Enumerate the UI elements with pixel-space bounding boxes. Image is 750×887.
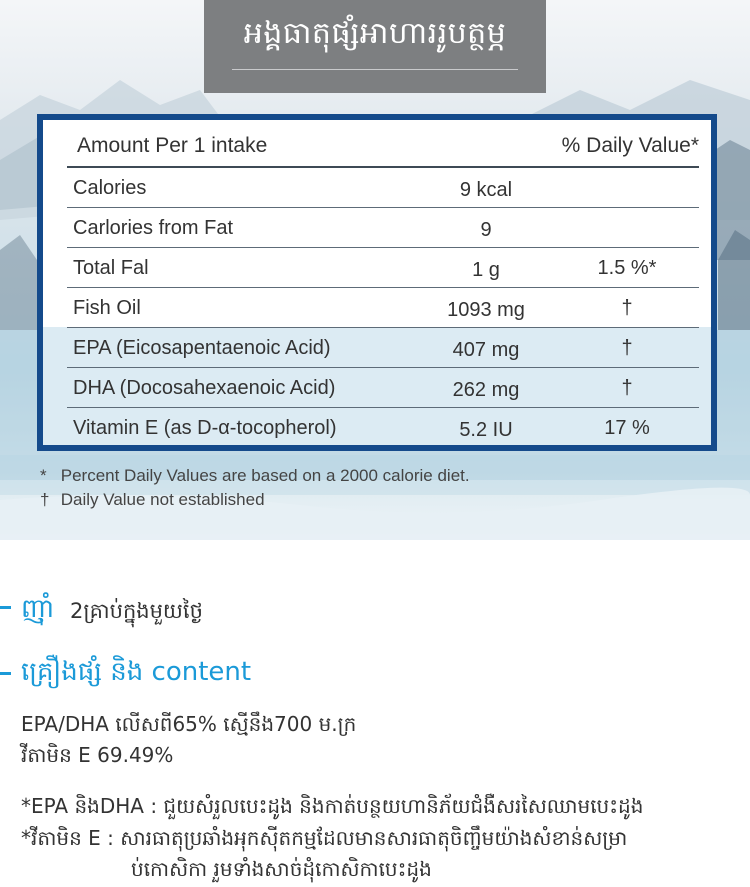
table-row [67,248,699,288]
table-header-row [67,128,699,168]
table-row [67,328,699,368]
nutrient-name: DHA (Docosahexaenoic Acid) [73,377,336,399]
footnote-daily-values [40,466,470,486]
nutrient-amount: 1093 mg [447,299,525,321]
section-marker [0,606,11,609]
table-row [67,208,699,248]
nutrient-amount: 1 g [472,259,500,281]
nutrient-amount: 9 kcal [459,179,513,201]
ingredient-line: វីតាមិន E 69.49% [21,743,174,767]
nutrient-name: Carlories from Fat [73,217,234,239]
footnote-text: Percent Daily Values are based on a 2000 calorie diet. [60,466,470,485]
title-banner [204,0,546,93]
footnote-text: Daily Value not established [60,490,265,509]
footnote-symbol: * [40,466,47,485]
title-underline [232,69,518,70]
nutrient-name: Calories [73,177,147,199]
footnote-not-established [40,490,265,510]
note-line: *EPA និងDHA : ជួយសំរួលបេះដូង និងកាត់បន្ថយហានិភ័យជំងឺសរសៃឈាមបេះដូង [21,794,644,818]
nutrient-amount: 407 mg [452,339,520,361]
note-line: ប់កោសិកា រួមទាំងសាច់ដុំកោសិកាបេះដូង [131,857,432,881]
nutrition-facts-table [37,114,717,451]
nutrient-name: Fish Oil [73,297,141,319]
nutrient-daily-value: † [621,297,633,319]
nutrient-daily-value: 1.5 %* [597,257,657,279]
table-row [67,168,699,208]
nutrient-name: Total Fal [73,257,149,279]
nutrient-daily-value: † [621,377,633,399]
nutrient-name: Vitamin E (as D-α-tocopherol) [73,417,337,439]
nutrient-name: EPA (Eicosapentaenoic Acid) [73,337,331,359]
header-daily-value-label: % Daily Value* [561,134,699,157]
nutrient-daily-value: † [621,337,633,359]
footnote-symbol: † [40,490,50,509]
nutrient-amount: 5.2 IU [459,419,513,441]
table-row [67,288,699,328]
page-title: អង្គធាតុផ្សំអាហាររូបត្ថម្ភ [243,16,507,51]
table-row [67,408,699,448]
nutrient-amount: 262 mg [452,379,520,401]
dosage-text: 2គ្រាប់ក្នុងមួយថ្ងៃ [70,599,203,623]
dosage-heading: ញ៉ាំ [21,594,55,624]
nutrient-daily-value: 17 % [604,417,650,439]
table-row [67,368,699,408]
header-amount-label: Amount Per 1 intake [77,134,268,157]
nutrient-amount: 9 [480,219,492,241]
ingredients-heading: គ្រឿងផ្សំ និង content [21,657,252,687]
ingredient-line: EPA/DHA លើសពី65% ស្មើនឹង700 ម.ក្រ [21,712,357,736]
section-marker [0,672,11,675]
note-line: *វីតាមិន E : សារធាតុប្រឆាំងអុកស៊ីតកម្មដែលមានសារធាតុចិញ្ចឹមយ៉ាងសំខាន់សម្រា [21,826,628,850]
